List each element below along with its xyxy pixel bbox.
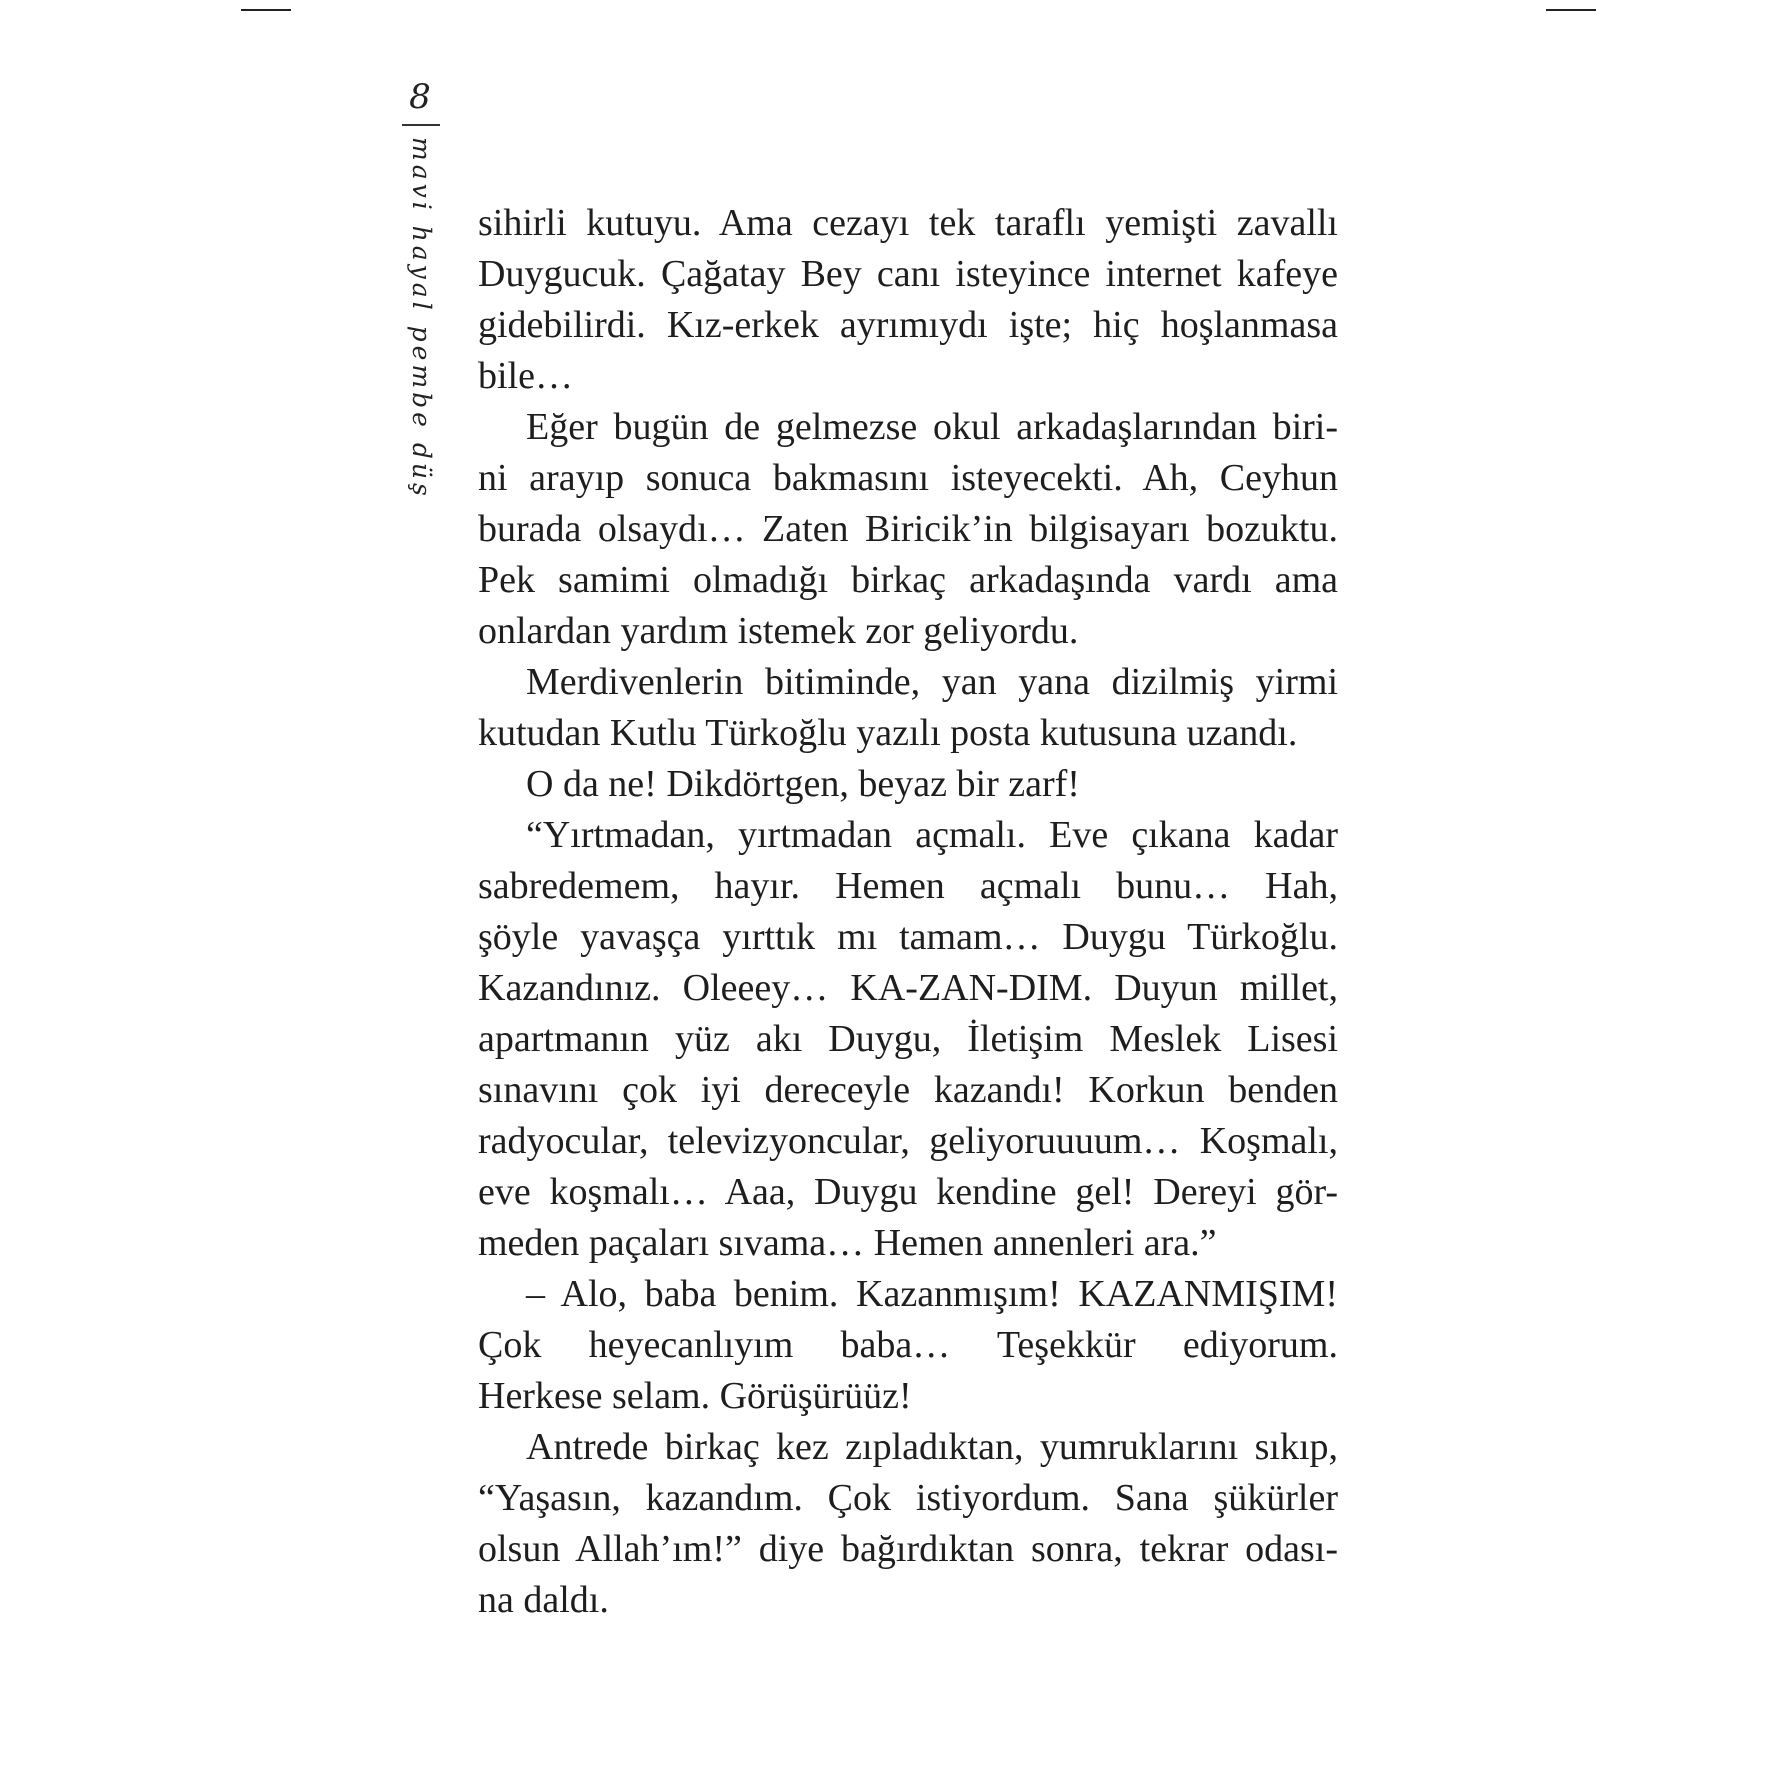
- text-line: radyocular, televizyoncular, geliyoruuuum… Koşmalı,: [478, 1120, 1338, 1162]
- text-line: kutudan Kutlu Türkoğlu yazılı posta kutusuna uzandı.: [478, 712, 1298, 754]
- text-line: apartmanın yüz akı Duygu, İletişim Meslek Lisesi: [478, 1018, 1338, 1060]
- page-number: 8: [409, 77, 431, 117]
- text-line: olsun Allah’ım!” diye bağırdıktan sonra, tekrar odası-: [478, 1528, 1338, 1570]
- text-line: bile…: [478, 355, 573, 397]
- text-line: burada olsaydı… Zaten Biricik’in bilgisayarı bozuktu.: [478, 508, 1338, 550]
- text-line: gidebilirdi. Kız-erkek ayrımıydı işte; hiç hoşlanmasa: [478, 304, 1338, 346]
- header-rule: [402, 124, 440, 126]
- text-line: Herkese selam. Görüşürüüz!: [478, 1375, 912, 1417]
- text-line: “Yırtmadan, yırtmadan açmalı. Eve çıkana kadar: [526, 814, 1338, 856]
- crop-mark-left: [241, 9, 291, 11]
- text-line: na daldı.: [478, 1579, 609, 1621]
- text-line: sınavını çok iyi dereceyle kazandı! Korkun benden: [478, 1069, 1338, 1111]
- running-title-container: [404, 137, 438, 500]
- text-line: onlardan yardım istemek zor geliyordu.: [478, 610, 1079, 652]
- text-line: sabredemem, hayır. Hemen açmalı bunu… Hah,: [478, 865, 1338, 907]
- text-line: ni arayıp sonuca bakmasını isteyecekti. Ah, Ceyhun: [478, 457, 1338, 499]
- text-line: Çok heyecanlıyım baba… Teşekkür ediyorum.: [478, 1324, 1338, 1366]
- running-title: mavi hayal pembe düş: [407, 137, 436, 500]
- text-line: – Alo, baba benim. Kazanmışım! KAZANMIŞIM!: [526, 1273, 1338, 1315]
- text-line: eve koşmalı… Aaa, Duygu kendine gel! Dereyi gör-: [478, 1171, 1338, 1213]
- text-line: Antrede birkaç kez zıpladıktan, yumruklarını sıkıp,: [526, 1426, 1338, 1468]
- text-line: şöyle yavaşça yırttık mı tamam… Duygu Türkoğlu.: [478, 916, 1338, 958]
- text-line: Duygucuk. Çağatay Bey canı isteyince internet kafeye: [478, 253, 1338, 295]
- text-line: meden paçaları sıvama… Hemen annenleri ara.”: [478, 1222, 1217, 1264]
- crop-mark-right: [1546, 9, 1596, 11]
- text-line: Eğer bugün de gelmezse okul arkadaşlarından biri-: [526, 406, 1338, 448]
- text-line: Kazandınız. Oleeey… KA-ZAN-DIM. Duyun millet,: [478, 967, 1338, 1009]
- text-line: “Yaşasın, kazandım. Çok istiyordum. Sana şükürler: [478, 1477, 1338, 1519]
- text-line: Pek samimi olmadığı birkaç arkadaşında vardı ama: [478, 559, 1338, 601]
- text-line: sihirli kutuyu. Ama cezayı tek taraflı yemişti zavallı: [478, 202, 1338, 244]
- text-line: O da ne! Dikdörtgen, beyaz bir zarf!: [526, 763, 1080, 805]
- text-line: Merdivenlerin bitiminde, yan yana dizilmiş yirmi: [526, 661, 1338, 703]
- body-text: [478, 198, 1338, 1626]
